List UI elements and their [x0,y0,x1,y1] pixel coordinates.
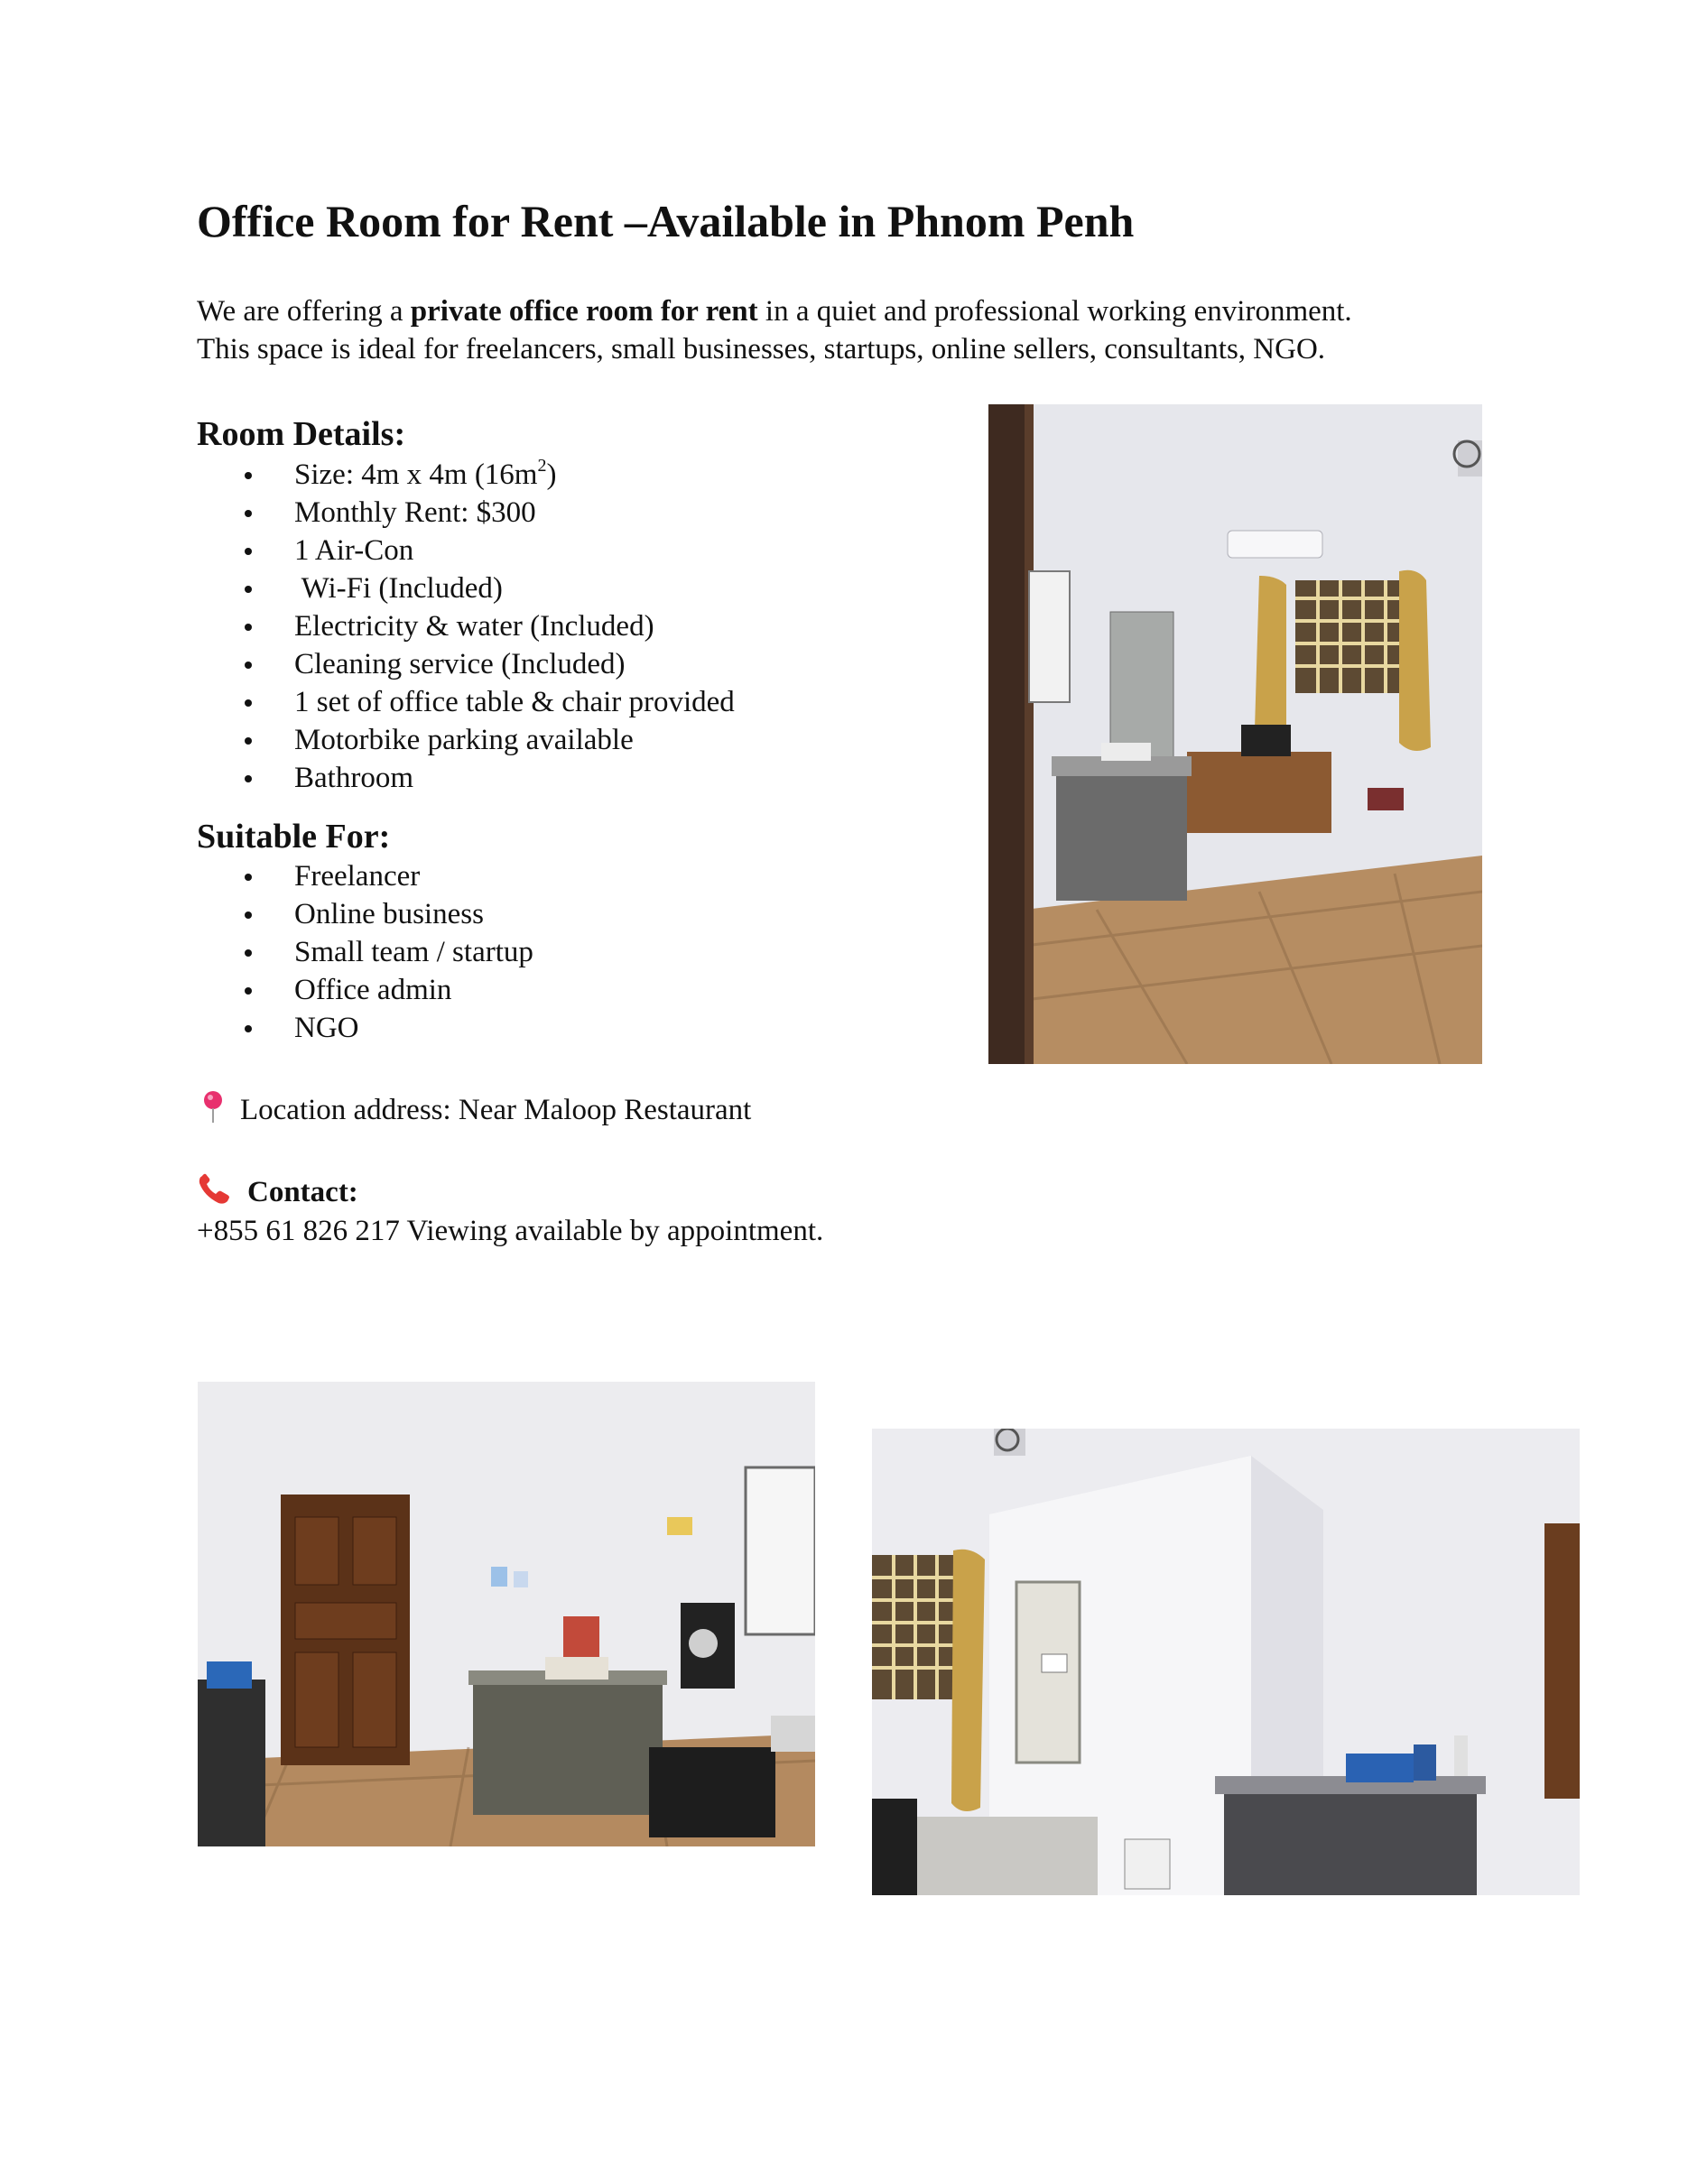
list-item: Small team / startup [197,933,533,971]
list-item: NGO [197,1009,533,1047]
list-item: Motorbike parking available [197,721,735,759]
list-item: Bathroom [197,759,735,797]
office-photo-bathroom [872,1429,1580,1895]
list-item: Freelancer [197,857,533,895]
list-item: Cleaning service (Included) [197,645,735,683]
contact-heading: Contact: [247,1176,358,1208]
list-item: Size: 4m x 4m $(16m^2)$ [197,456,735,494]
suitable-for-list [197,857,533,1047]
contact-line[interactable]: +855 61 826 217 Viewing available by appointment. [197,1215,824,1247]
list-item: Electricity & water (Included) [197,607,735,645]
room-details-list [197,456,735,797]
list-item: Monthly Rent: $300 [197,494,735,532]
list-item: 1 set of office table & chair provided [197,683,735,721]
contact-heading-line [197,1172,358,1211]
list-item: 1 Air-Con [197,532,735,569]
list-item: Online business [197,895,533,933]
location-line: Location address: Near Maloop Restaurant [197,1088,751,1129]
office-photo-door [198,1382,815,1846]
list-item: Wi-Fi (Included) [197,569,735,607]
pin-icon [197,1088,229,1124]
page-title: Office Room for Rent –Available in Phnom Penh [197,196,1135,246]
suitable-for-heading: Suitable For: [197,818,391,856]
list-item: Office admin [197,971,533,1009]
phone-icon [197,1172,233,1207]
office-photo-main [988,404,1482,1064]
intro-paragraph: We are offering a private office room for rent in a quiet and professional working environment. This space is ideal for freelancers, small businesses, startups, online sellers, consultants, NGO. [197,295,1352,366]
room-details-heading: Room Details: [197,415,406,453]
